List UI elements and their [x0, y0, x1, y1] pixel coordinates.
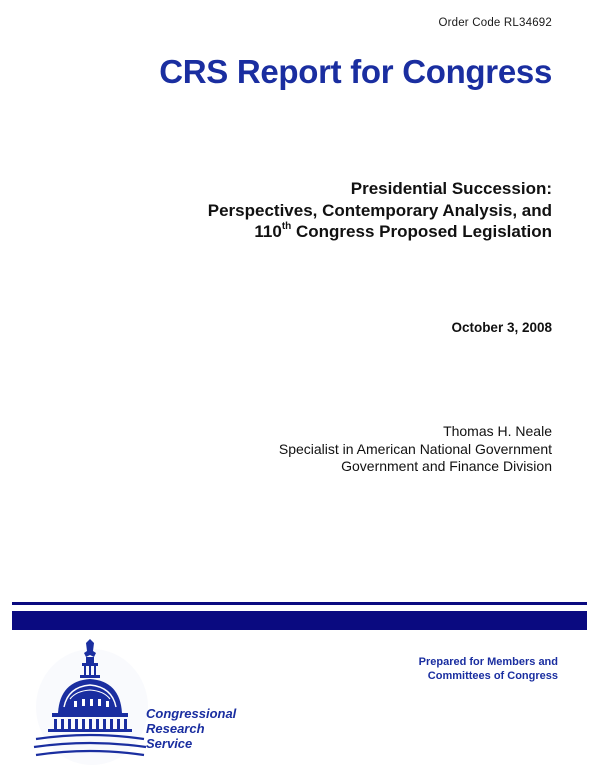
- author-position: Specialist in American National Government: [278, 440, 552, 457]
- logo-wordmark: [146, 706, 236, 751]
- title-line-1: Presidential Succession:: [350, 179, 552, 198]
- prepared-line-1: Prepared for Members and: [418, 656, 558, 668]
- report-series-title: CRS Report for Congress: [159, 53, 552, 90]
- title-line-2: Perspectives, Contemporary Analysis, and: [207, 200, 552, 220]
- author-name: Thomas H. Neale: [443, 423, 552, 439]
- order-code: Order Code RL34692: [438, 17, 552, 29]
- document-date: October 3, 2008: [451, 320, 552, 335]
- document-title: [112, 178, 552, 243]
- title-line-3-prefix: 110: [254, 222, 282, 241]
- logo-line-2: Research: [146, 721, 205, 736]
- prepared-line-2: Committees of Congress: [427, 670, 558, 682]
- author-block: [152, 423, 552, 476]
- capitol-dome-icon: [30, 635, 150, 765]
- author-division: Government and Finance Division: [341, 458, 552, 474]
- prepared-for-statement: [298, 655, 558, 683]
- title-line-3-superscript: th: [281, 221, 292, 233]
- logo-line-3: Service: [146, 736, 193, 751]
- logo-line-1: Congressional: [146, 706, 237, 721]
- title-line-3-suffix: Congress Proposed Legislation: [291, 222, 552, 241]
- divider-thin: [12, 602, 587, 605]
- divider-thick: [12, 611, 587, 630]
- title-line-3: [112, 221, 552, 243]
